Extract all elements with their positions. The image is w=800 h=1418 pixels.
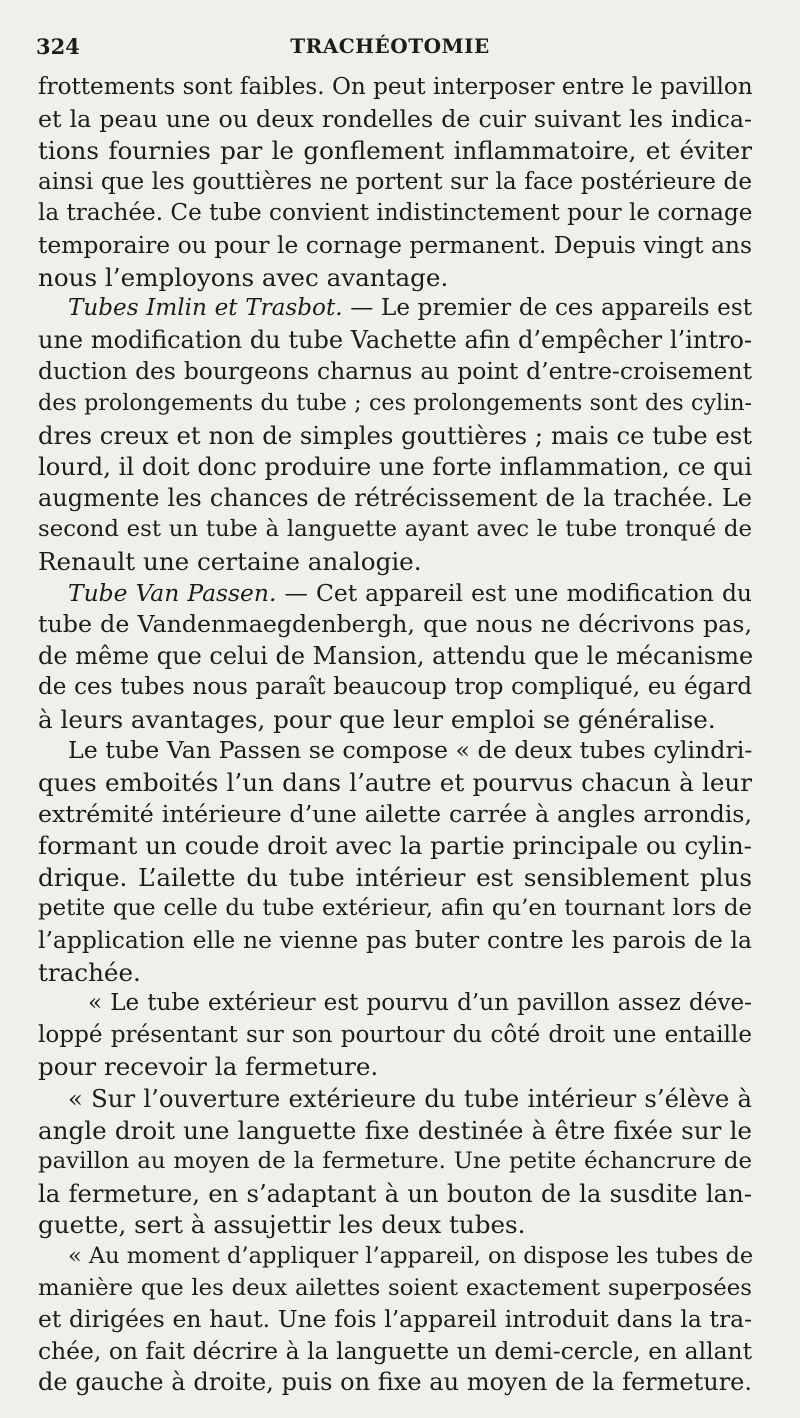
section-heading: Tube Van Passen. <box>68 578 277 607</box>
text-line: de ces tubes nous paraît beaucoup trop compliqué, eu égard <box>38 674 752 701</box>
text-line: manière que les deux ailettes soient exactement superposées <box>38 1274 752 1301</box>
text-line: à leurs avantages, pour que leur emploi se généralise. <box>38 704 716 734</box>
text-line: frottements sont faibles. On peut interposer entre le pavillon <box>38 74 753 100</box>
body-text <box>38 72 752 1399</box>
text-line: duction des bourgeons charnus au point d’entre-croisement <box>38 357 752 386</box>
text-run: — Le premier de ces appareils est <box>342 295 752 322</box>
text-line: lourd, il doit donc produire une forte inflammation, ce qui <box>38 452 753 482</box>
text-line: guette, sert à assujettir les deux tubes. <box>38 1210 526 1240</box>
text-line: second est un tube à languette ayant avec le tube tronqué de <box>38 516 752 543</box>
page-header <box>36 30 744 70</box>
text-line: drique. L’ailette du tube intérieur est sensiblement plus <box>38 862 752 892</box>
text-line: Renault une certaine analogie. <box>38 546 422 576</box>
text-line: de gauche à droite, puis on fixe au moyen de la fermeture. <box>38 1368 752 1397</box>
text-line: « Le tube extérieur est pourvu d’un pavillon assez déve- <box>88 990 752 1017</box>
text-line: dres creux et non de simples gouttières ; mais ce tube est <box>38 420 752 450</box>
text-line: chée, on fait décrire à la languette un demi-cercle, en allant <box>38 1336 752 1365</box>
text-line: ainsi que les gouttières ne portent sur la face postérieure de <box>38 168 752 195</box>
text-line: Le tube Van Passen se compose « de deux tubes cylindri- <box>68 736 753 765</box>
text-line: augmente les chances de rétrécissement de la trachée. Le <box>38 483 752 512</box>
text-line: et dirigées en haut. Une fois l’appareil introduit dans la tra- <box>38 1305 752 1334</box>
text-line: formant un coude droit avec la partie principale ou cylin- <box>38 831 752 861</box>
text-line <box>38 578 752 610</box>
page-number: 324 <box>36 34 80 59</box>
text-line: « Sur l’ouverture extérieure du tube intérieur s’élève à <box>68 1084 752 1113</box>
text-line: pour recevoir la fermeture. <box>38 1052 379 1082</box>
text-line: loppé présentant sur son pourtour du côté droit une entaille <box>38 1021 752 1048</box>
text-line: pavillon au moyen de la fermeture. Une petite échancrure de <box>38 1148 752 1175</box>
text-line: nous l’employons avec avantage. <box>38 262 449 292</box>
text-line: une modification du tube Vachette afin d’empêcher l’intro- <box>38 325 752 354</box>
text-run: — Cet appareil est une modification du <box>276 578 752 607</box>
running-title: TRACHÉOTOMIE <box>290 34 490 58</box>
text-line: angle droit une languette fixe destinée à être fixée sur le <box>38 1115 752 1145</box>
text-line: la trachée. Ce tube convient indistinctement pour le cornage <box>38 200 753 227</box>
text-line: la fermeture, en s’adaptant à un bouton de la susdite lan- <box>38 1178 752 1208</box>
section-heading: Tubes Imlin et Trasbot. <box>68 295 343 322</box>
text-line: tube de Vandenmaegdenbergh, que nous ne décrivons pas, <box>38 610 752 639</box>
text-line: et la peau une ou deux rondelles de cuir suivant les indica- <box>38 104 752 133</box>
text-line: des prolongements du tube ; ces prolongements sont des cylin- <box>38 389 752 416</box>
text-line: temporaire ou pour le cornage permanent. Depuis vingt ans <box>38 230 752 259</box>
text-line: tions fournies par le gonflement inflammatoire, et éviter <box>38 136 752 166</box>
text-line: ques emboités l’un dans l’autre et pourvus chacun à leur <box>38 768 752 798</box>
text-line: de même que celui de Mansion, attendu que le mécanisme <box>38 641 754 670</box>
text-line: extrémité intérieure d’une ailette carrée à angles arrondis, <box>38 799 752 828</box>
text-line: « Au moment d’appliquer l’appareil, on dispose les tubes de <box>68 1242 754 1269</box>
text-line <box>38 293 752 325</box>
text-line: trachée. <box>38 957 141 987</box>
text-line: l’application elle ne vienne pas buter contre les parois de la <box>38 926 752 955</box>
text-line: petite que celle du tube extérieur, afin qu’en tournant lors de <box>38 895 752 922</box>
